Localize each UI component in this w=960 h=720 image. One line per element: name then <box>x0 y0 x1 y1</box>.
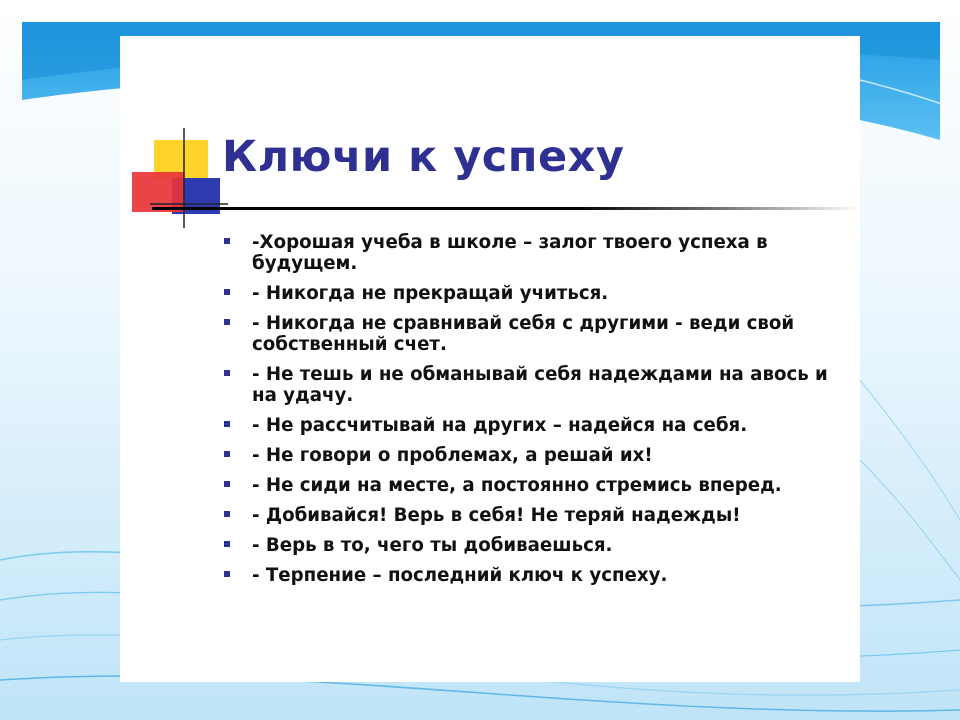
list-item <box>222 283 842 304</box>
list-item-text: - Не сиди на месте, а постоянно стремись вперед. <box>252 475 782 496</box>
tips-list <box>222 232 842 595</box>
list-item <box>222 313 842 355</box>
list-item-text: -Хорошая учеба в школе – залог твоего успеха в будущем. <box>252 232 768 274</box>
list-item-text: - Никогда не сравнивай себя с другими - веди свой собственный счет. <box>252 313 795 355</box>
list-item-text: - Не говори о проблемах, а решай их! <box>252 445 653 466</box>
list-item-text: - Добивайся! Верь в себя! Не теряй надежды! <box>252 505 741 526</box>
list-item-text: - Никогда не прекращай учиться. <box>252 283 609 304</box>
list-item-text: - Верь в то, чего ты добиваешься. <box>252 535 613 556</box>
list-item <box>222 535 842 556</box>
bullet-icon <box>224 541 230 547</box>
slide-card <box>120 36 860 682</box>
list-item-text: - Не тешь и не обманывай себя надеждами на авось и на удачу. <box>252 364 828 406</box>
bullet-icon <box>224 289 230 295</box>
list-item <box>222 565 842 586</box>
bullet-icon <box>224 370 230 376</box>
title-underline <box>152 207 860 210</box>
bullet-icon <box>224 451 230 457</box>
list-item <box>222 415 842 436</box>
list-item <box>222 475 842 496</box>
list-item <box>222 505 842 526</box>
bullet-icon <box>224 238 230 244</box>
bullet-icon <box>224 571 230 577</box>
list-item <box>222 232 842 274</box>
color-squares-logo <box>128 128 228 228</box>
bullet-icon <box>224 481 230 487</box>
bullet-icon <box>224 511 230 517</box>
list-item <box>222 364 842 406</box>
bullet-icon <box>224 421 230 427</box>
slide-title: Ключи к успеху <box>222 132 625 182</box>
list-item <box>222 445 842 466</box>
bullet-icon <box>224 319 230 325</box>
list-item-text: - Не рассчитывай на других – надейся на себя. <box>252 415 748 436</box>
list-item-text: - Терпение – последний ключ к успеху. <box>252 565 668 586</box>
